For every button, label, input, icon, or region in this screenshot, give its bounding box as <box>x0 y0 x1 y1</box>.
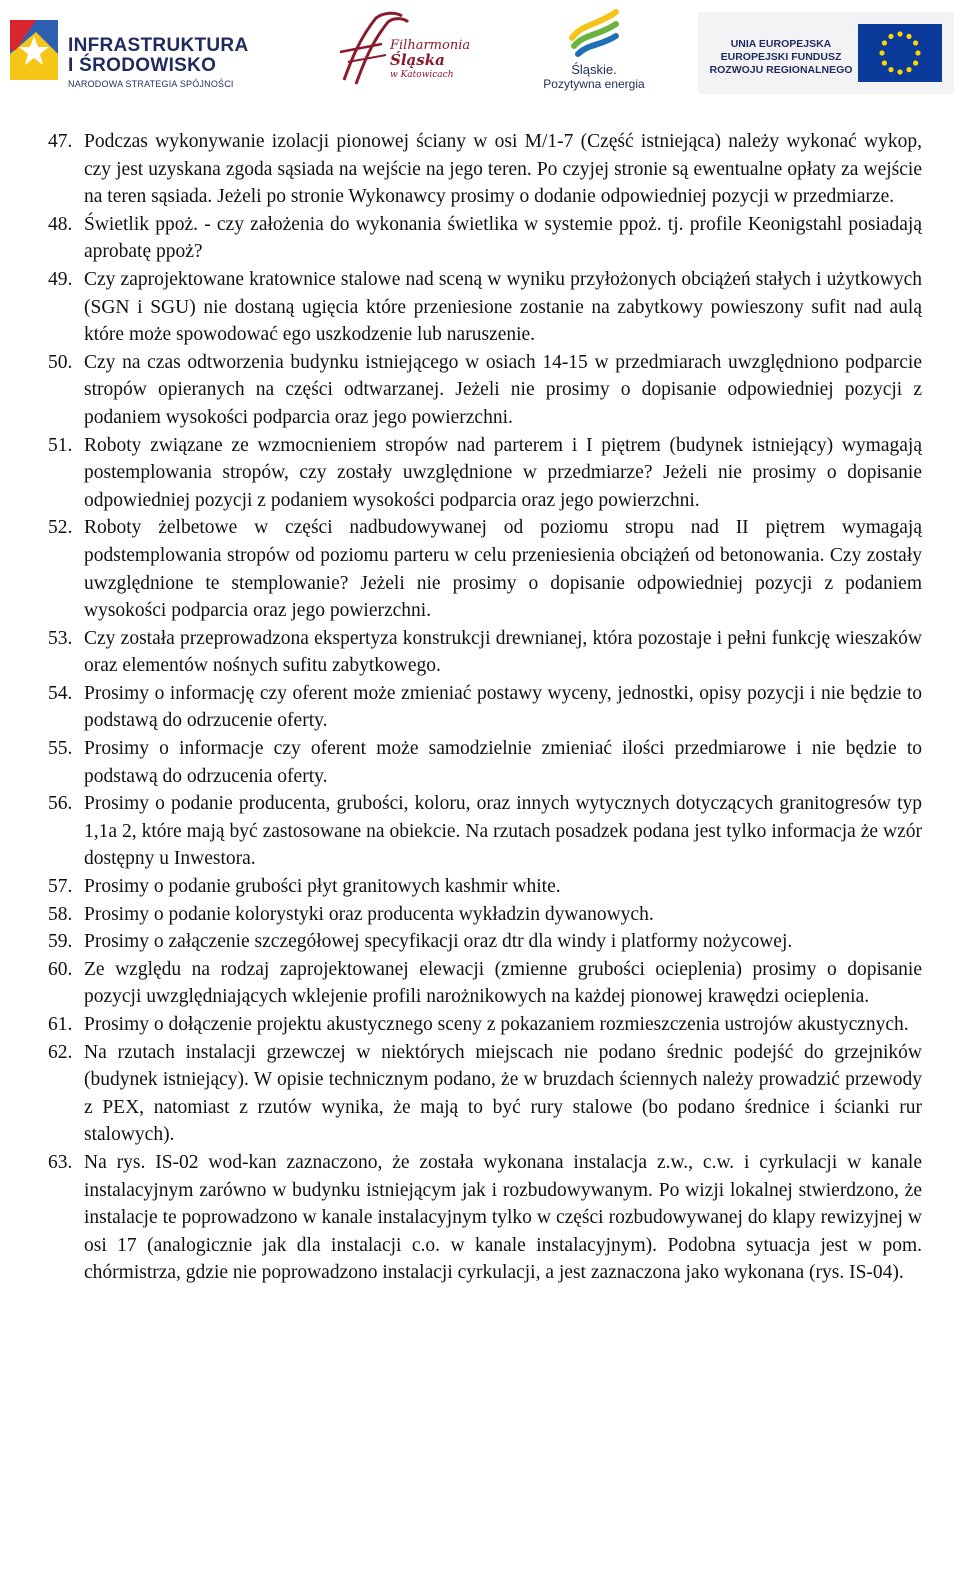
list-item <box>48 211 922 266</box>
filharmonia-line2: Śląska <box>390 51 445 69</box>
item-text: Prosimy o podanie kolorystyki oraz producenta wykładzin dywanowych. <box>84 903 654 925</box>
list-item <box>48 1039 922 1149</box>
list-item <box>48 680 922 735</box>
item-number: 58. <box>48 903 73 925</box>
list-item <box>48 266 922 349</box>
infrastruktura-line1: INFRASTRUKTURA <box>68 35 249 56</box>
list-item <box>48 514 922 624</box>
item-text: Podczas wykonywanie izolacji pionowej ściany w osi M/1-7 (Część istniejąca) należy wykonać wykop, czy jest uzyskana zgoda sąsiada na wejście na jego teren. Po czyjej stronie są ewentualne opłaty za wejście na teren sąsiada. Jeżeli po stronie Wykonawcy prosimy o dodanie odpowiedniej pozycji w przedmiarze. <box>84 131 922 208</box>
infrastruktura-line2: I ŚRODOWISKO <box>68 55 217 76</box>
item-text: Prosimy o informację czy oferent może zmieniać postawy wyceny, jednostki, opisy pozycji i nie będzie to podstawą do odrzucenie oferty. <box>84 682 922 732</box>
item-number: 63. <box>48 1151 73 1173</box>
item-number: 62. <box>48 1041 73 1063</box>
eu-text <box>706 38 856 77</box>
item-text: Prosimy o dołączenie projektu akustycznego sceny z pokazaniem rozmieszczenia ustrojów akustycznych. <box>84 1014 909 1035</box>
eu-flag-icon <box>858 24 942 82</box>
item-number: 47. <box>48 131 73 152</box>
filharmonia-logo <box>330 8 490 92</box>
list-item <box>48 625 922 680</box>
item-number: 57. <box>48 876 73 898</box>
infrastruktura-text <box>68 36 248 89</box>
item-text: Roboty żelbetowe w części nadbudowywanej od poziomu stropu nad II piętrem wymagają podstemplowania stropów od poziomu parteru w celu przeniesienia obciążeń od betonowania. Czy zostały uwzględnione te stemplowanie? Jeżeli nie prosimy o dopisanie odpowiedniej pozycji z podaniem wysokości podparcia oraz jego powierzchni. <box>84 517 922 622</box>
infrastruktura-logo <box>6 14 249 90</box>
item-text: Prosimy o podanie grubości płyt granitowych kashmir white. <box>84 876 561 898</box>
item-text: Czy na czas odtworzenia budynku istniejącego w osiach 14-15 w przedmiarach uwzględniono podparcie stropów opieranych na części odtwarzanej. Jeżeli nie prosimy o dopisanie odpowiedniej pozycji z podaniem wysokości podparcia oraz jego powierzchni. <box>84 351 922 428</box>
item-number: 52. <box>48 517 73 539</box>
page-header <box>0 0 960 100</box>
list-item <box>48 735 922 790</box>
eu-line3: ROZWOJU REGIONALNEGO <box>709 64 853 76</box>
list-item <box>48 790 922 873</box>
list-item <box>48 349 922 432</box>
item-text: Świetlik ppoż. - czy założenia do wykonania świetlika w systemie ppoż. tj. profile Keonigstahl posiadają aprobatę ppoż? <box>84 213 922 263</box>
item-text: Na rzutach instalacji grzewczej w niektórych miejscach nie podano średnic podejść do grzejników (budynek istniejący). W opisie technicznym podano, że w bruzdach ściennych należy prowadzić przewody z PEX, natomiast z rzutów wynika, że mają to być rury stalowe (bo podano średnice i ścianki rur stalowych). <box>84 1041 922 1146</box>
item-text: Roboty związane ze wzmocnieniem stropów nad parterem i I piętrem (budynek istniejący) wymagają postemplowania stropów, czy zostały uwzględnione w przedmiarze? Jeżeli nie prosimy o dopisanie odpowiedniej pozycji z podaniem wysokości podparcia oraz jego powierzchni. <box>84 434 922 511</box>
item-number: 49. <box>48 268 73 290</box>
list-item <box>48 1149 922 1287</box>
item-number: 59. <box>48 931 73 953</box>
item-number: 51. <box>48 434 73 456</box>
slaskie-text <box>538 62 650 91</box>
list-item <box>48 128 922 211</box>
infrastruktura-line3: NARODOWA STRATEGIA SPÓJNOŚCI <box>68 79 234 89</box>
slaskie-line2: Pozytywna energia <box>543 77 645 91</box>
questions-list <box>48 128 922 1287</box>
item-number: 60. <box>48 958 73 980</box>
item-text: Prosimy o podanie producenta, grubości, koloru, oraz innych wytycznych dotyczących granitogresów typ 1,1a 2, które mają być zastosowane na obiekcie. Na rzutach posadzek podana jest tylko informacja że wzór dostępny u Inwestora. <box>84 793 922 870</box>
item-number: 50. <box>48 351 73 373</box>
slaskie-waves-icon <box>566 4 622 60</box>
list-item <box>48 901 922 929</box>
item-number: 54. <box>48 682 73 704</box>
list-item <box>48 432 922 515</box>
filharmonia-line3: w Katowicach <box>390 70 454 80</box>
item-text: Prosimy o informacje czy oferent może samodzielnie zmieniać ilości przedmiarowe i nie będzie to podstawą do odrzucenia oferty. <box>84 738 922 787</box>
infrastruktura-star-icon <box>6 14 62 86</box>
filharmonia-line1: Filharmonia <box>390 38 471 53</box>
item-number: 61. <box>48 1014 73 1035</box>
list-item <box>48 1011 922 1039</box>
item-text: Czy została przeprowadzona ekspertyza konstrukcji drewnianej, która pozostaje i pełni funkcję wieszaków oraz elementów nośnych sufitu zabytkowego. <box>84 627 922 677</box>
item-number: 53. <box>48 627 73 649</box>
item-text: Prosimy o załączenie szczegółowej specyfikacji oraz dtr dla windy i platformy nożycowej. <box>84 931 793 953</box>
item-text: Ze względu na rodzaj zaprojektowanej elewacji (zmienne grubości ocieplenia) prosimy o dopisanie pozycji uwzględniających wklejenie profili narożnikowych na każdej pionowej krawędzi ocieplenia. <box>84 958 922 1008</box>
item-text: Na rys. IS-02 wod-kan zaznaczono, że została wykonana instalacja z.w., c.w. i cyrkulacji w kanale instalacyjnym zarówno w budynku istniejącym jak i rozbudowywanym. Po wizji lokalnej stwierdzono, że instalacje te poprowadzono w kanale instalacyjnym tylko w części rozbudowywanej do klapy rewizyjnej w osi 17 (analogicznie jak dla instalacji c.o. w kanale instalacyjnym). Podobna sytuacja jest w pom. chórmistrza, gdzie nie poprowadzono instalacji cyrkulacji, a jest zaznaczona jako wykonana (rys. IS-04). <box>84 1151 922 1284</box>
item-number: 48. <box>48 213 73 235</box>
slaskie-logo <box>538 4 650 96</box>
eu-line2: EUROPEJSKI FUNDUSZ <box>720 51 842 63</box>
eu-line1: UNIA EUROPEJSKA <box>730 38 832 50</box>
filharmonia-text <box>390 38 470 83</box>
item-number: 56. <box>48 793 73 815</box>
slaskie-line1: Śląskie. <box>571 62 617 77</box>
eu-logo <box>698 12 954 94</box>
list-item <box>48 873 922 901</box>
item-number: 55. <box>48 738 73 760</box>
list-item <box>48 928 922 956</box>
item-text: Czy zaprojektowane kratownice stalowe nad sceną w wyniku przyłożonych obciążeń stałych i użytkowych (SGN i SGU) nie dostaną ugięcia które przeniesione zostanie na zabytkowy powieszony sufit nad aulą które może spowodować ego uszkodzenie lub naruszenie. <box>84 268 922 346</box>
list-item <box>48 956 922 1011</box>
